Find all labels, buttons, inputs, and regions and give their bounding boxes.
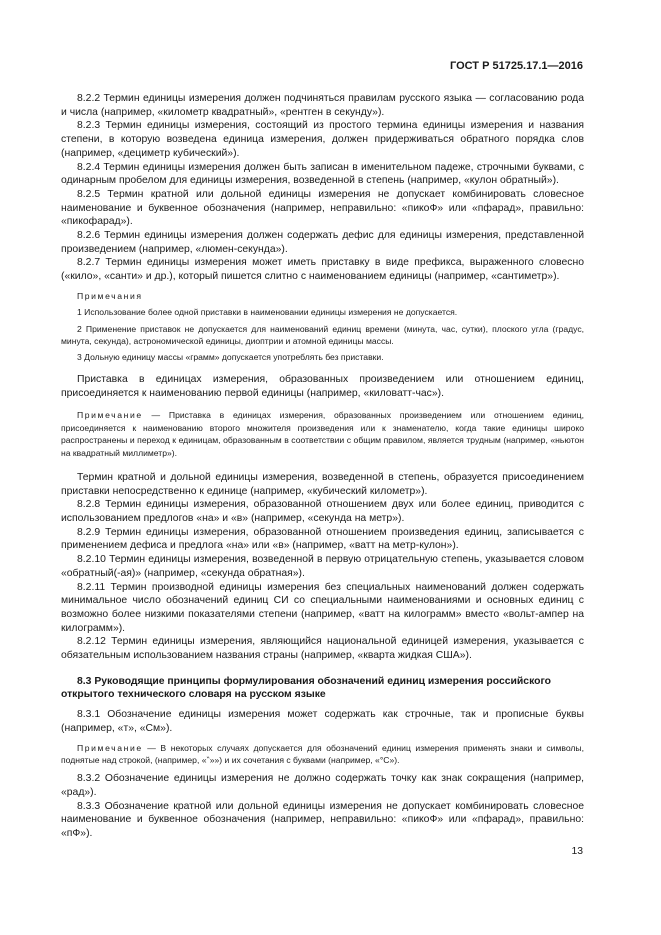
note-label: Примечание: [77, 410, 143, 421]
note-prefix: [61, 409, 584, 459]
paragraph-8-2-4: 8.2.4 Термин единицы измерения должен быть записан в именительном падеже, строчными буквами, с одинарным пробелом для единицы измерения, возведенной в степень (например, «кулон обратный»).: [61, 161, 584, 187]
paragraph-8-2-2: 8.2.2 Термин единицы измерения должен подчиняться правилам русского языка — согласованию рода и числа (например, «километр квадратный», «рентген в секунду»).: [61, 93, 584, 118]
document-code: ГОСТ Р 51725.17.1—2016: [449, 60, 583, 72]
paragraph-8-2-10: 8.2.10 Термин единицы измерения, возведенной в первую отрицательную степень, указывается словом «обратный(-ая)» (например, «секунда обратная»).: [61, 554, 584, 579]
note-text-2: — В некоторых случаях допускается для обозначений единиц измерения применять знаки и символы, поднятые над строкой, (например, «‶»») и их сочетания с буквами (например, «°С»).: [61, 742, 584, 765]
paragraph-prefix-rule: Приставка в единицах измерения, образованных произведением или отношением единиц, присоединяется к наименованию первой единицы (например, «киловатт-час»).: [61, 373, 584, 399]
paragraph-power-prefix: Термин кратной и дольной единицы измерения, возведенной в степень, образуется присоединением приставки непосредственно к единице (например, «кубический километр»).: [61, 471, 584, 497]
page-body: [61, 92, 584, 841]
note-symbols: [61, 742, 584, 767]
paragraph-8-2-12: 8.2.12 Термин единицы измерения, являющийся национальной единицей измерения, указывается с обязательным использованием названия страны (например, «кварта жидкая США»).: [61, 636, 584, 662]
paragraph-8-3-1: 8.3.1 Обозначение единицы измерения может содержать как строчные, так и прописные буквы (например, «т», «См»).: [61, 709, 584, 734]
section-heading-8-3: 8.3 Руководящие принципы формулирования обозначений единиц измерения российского открытого технического словаря на русском языке: [61, 675, 552, 701]
note-3: 3 Дольную единицу массы «грамм» допускается употреблять без приставки.: [77, 352, 384, 363]
note-text: — Приставка в единицах измерения, образованных произведением или отношением единиц, присоединяется к наименованию второго множителя произведения или к знаменателю, когда такие единицы широко распространены и переход к единицам, образованным в соответствии с общим правилом, является трудным (например, «ньютон на квадратный миллиметр»).: [61, 410, 584, 458]
paragraph-8-3-2: 8.3.2 Обозначение единицы измерения не должно содержать точку как знак сокращения (например, «рад»).: [61, 773, 584, 799]
paragraph-8-2-8: 8.2.8 Термин единицы измерения, образованной отношением двух или более единиц, приводится с использованием предлогов «на» и «в» (например, «секунда на метр»).: [61, 499, 584, 525]
note-label-2: Примечание: [77, 742, 143, 753]
paragraph-8-2-9: 8.2.9 Термин единицы измерения, образованной отношением произведения единиц, записывается с применением дефиса и предлога «на» или «в» (например, «ватт на метр-кулон»).: [61, 526, 584, 552]
paragraph-8-2-6: 8.2.6 Термин единицы измерения должен содержать дефис для единицы измерения, представленной произведением (например, «люмен-секунда»).: [61, 230, 584, 255]
page-number: 13: [571, 846, 583, 857]
paragraph-8-3-3: 8.3.3 Обозначение кратной или дольной единицы измерения не допускает комбинировать словесное наименование и буквенное обозначения (например, неправильно: «пикоФ» или «пфарад», правильно: «пФ»).: [61, 800, 584, 840]
note-1: 1 Использование более одной приставки в наименовании единицы измерения не допускается.: [77, 307, 458, 318]
paragraph-8-2-3: 8.2.3 Термин единицы измерения, состоящий из простого термина единицы измерения и названия степени, в которую возведена единица измерения, должен придерживаться обратного порядка слов (например, «дециметр кубический»).: [61, 120, 584, 159]
notes-title: Примечания: [77, 290, 143, 301]
paragraph-8-2-5: 8.2.5 Термин кратной или дольной единицы измерения не допускает комбинировать словесное наименование и буквенное обозначения (например, неправильно: «пикоФ» или «пфарад», правильно: «пикофарад»).: [61, 188, 584, 228]
paragraph-8-2-11: 8.2.11 Термин производной единицы измерения без специальных наименований должен содержать минимальное число обозначений единиц СИ со специальными наименованиями и основных единиц с возможно более низкими показателями степени (например, «ватт на килограмм» вместо «вольт-ампер на килограмм»).: [61, 581, 584, 634]
paragraph-8-2-7: 8.2.7 Термин единицы измерения может иметь приставку в виде префикса, выраженного словесно («кило», «санти» и др.), который пишется слитно с наименованием единицы (например, «сантиметр»).: [61, 257, 584, 283]
note-2: 2 Применение приставок не допускается для наименований единиц времени (минута, час, сутки), плоского угла (градус, минута, секунда), астрономической единицы, диоптрии и атомной единицы массы.: [61, 323, 584, 347]
